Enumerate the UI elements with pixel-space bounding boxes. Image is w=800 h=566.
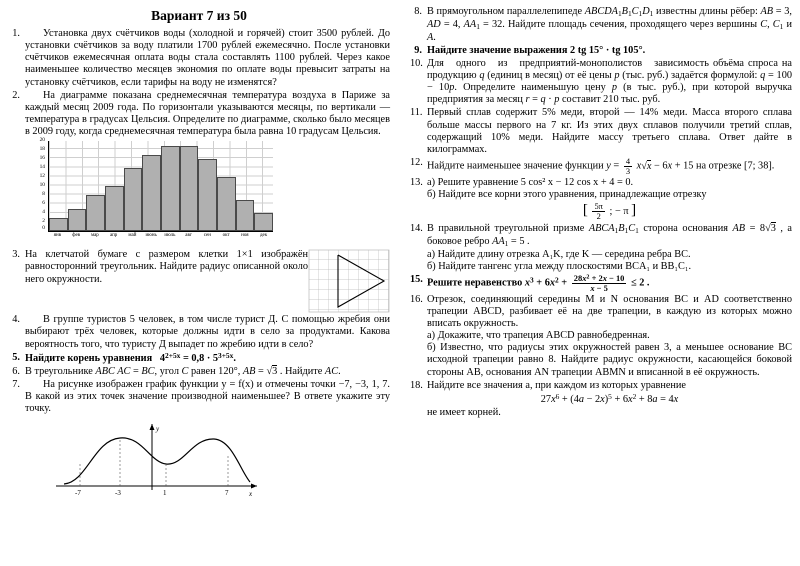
problem-14b: б) Найдите тангенс угла между плоскостями BCA₁ и BB₁C₁.	[427, 260, 692, 272]
problem-5	[8, 352, 390, 365]
x-label: фев	[72, 233, 81, 239]
bar-feb	[68, 209, 87, 232]
equilateral-triangle-figure	[308, 249, 390, 313]
problem-text	[25, 249, 390, 313]
problem-8	[410, 6, 792, 44]
two-column-layout	[8, 6, 792, 566]
problem-13b: б) Найдите все корни этого уравнения, принадлежащие отрезку	[427, 188, 707, 200]
problem-18	[410, 380, 792, 420]
bar-sep	[198, 159, 217, 231]
x-label: янв	[53, 233, 62, 239]
function-graph-svg	[42, 418, 272, 496]
problem-text	[427, 223, 792, 273]
problem-text: На диаграмме показана среднемесячная температура воздуха в Париже за каждый месяц 2009 года. По горизонтали указываются месяцы, по вертикали — температура в градусах Цельсия. Определите по диаграмме, сколько было месяцев в 2009 году, когда среднемесячная температура была равна 10 градусам Цельсия.	[25, 89, 390, 138]
problem-text: Найдите значение выражения 2 tg 15° · tg 105°.	[427, 44, 646, 56]
problem-text-span: Найдите корень уравнения	[25, 352, 153, 364]
temperature-histogram	[28, 137, 390, 246]
problem-16b: б) Известно, что радиусы этих окружностей равен 3, а меньшее основание BC исходной трапеции равно 8. Найдите радиус окружности, касающейся боковой стороны AB, основания AN трапеции ABMN и вписанной в её окружность.	[427, 342, 792, 378]
problem-14	[410, 223, 792, 273]
problem-text	[427, 380, 792, 420]
problem-number: 7.	[12, 379, 20, 391]
problem-13	[410, 177, 792, 222]
bar-apr	[105, 186, 124, 231]
problem-13a: а) Решите уравнение 5 cos² x − 12 cos x + 4 = 0.	[427, 176, 634, 188]
problem-9	[410, 45, 792, 57]
x-label: июль	[164, 233, 176, 239]
bar-jan	[49, 218, 68, 232]
x-label: ноя	[241, 233, 249, 239]
problem-18-intro: Найдите все значения a, при каждом из которых уравнение	[427, 379, 686, 391]
problem-12	[410, 157, 792, 176]
problem-number: 11.	[410, 107, 423, 119]
bar-mar	[86, 195, 105, 231]
x-label: окт	[222, 233, 230, 239]
problem-16a: а) Докажите, что трапеция ABCD равнобедренная.	[427, 330, 650, 342]
x-label: апр	[109, 233, 118, 239]
svg-text:x: x	[249, 489, 253, 496]
problem-15	[410, 274, 792, 293]
problem-7	[8, 379, 390, 415]
problem-text	[427, 177, 792, 222]
fraction-4-3: $\frac{4}{3}$	[625, 156, 631, 176]
bar-nov	[236, 200, 255, 232]
problem-2	[8, 90, 390, 139]
problem-10	[410, 58, 792, 107]
problem-number: 12.	[410, 157, 423, 169]
function-graph-figure	[42, 418, 390, 501]
problem-16-intro: Отрезок, соединяющий середины M и N основания BC и AD соответственно трапеции ABCD, разбивает её на две трапеции, в каждую из которых можно вписать окружность.	[427, 293, 792, 330]
x-label: июнь	[145, 233, 157, 239]
problem-3	[8, 249, 390, 313]
problem-number: 2.	[12, 89, 20, 101]
problem-text: Решите неравенство $x^3 + 6x^2$ + $\frac{28x^2 + 2x - 10}{x - 5}$ ≤ 2 .	[427, 272, 650, 293]
tick-label-neg3: -3	[115, 488, 121, 496]
problem-18-formula: $27x^6 + (4a - 2x)^5 + 6x^2 + 8a = 4x$	[540, 391, 679, 405]
bar-jun	[142, 155, 161, 232]
equation-5: $4^{2+5x} = 0,8 \cdot 5^{3+5x}$.	[154, 350, 236, 364]
problem-6	[8, 366, 390, 378]
problem-16	[410, 294, 792, 379]
problem-text: Первый сплав содержит 5% меди, второй — 14% меди. Масса второго сплава больше массы первого на 7 кг. Из этих двух сплавов получили третий сплав, содержащий 10% меди. Найдите массу третьего сплава. Ответ дайте в килограммах.	[427, 107, 792, 155]
left-column	[8, 6, 400, 566]
problem-number: 3.	[12, 249, 20, 261]
right-column	[400, 6, 792, 566]
problem-number: 8.	[414, 6, 422, 17]
x-label: сен	[203, 233, 211, 239]
problem-number: 5.	[12, 351, 20, 363]
problem-number: 4.	[12, 314, 20, 326]
problem-text: В прямоугольном параллелепипеде $ABCDA_1B_1C_1D_1$ известны длины рёбер: AB = 3, AD = 4, $AA_1 = 32$. Найдите площадь сечения, проходящего через вершины C, $C_1$ и A.	[427, 6, 792, 43]
problem-number: 13.	[410, 176, 423, 188]
problem-text	[25, 352, 390, 365]
problem-text	[427, 294, 792, 379]
problem-text: В треугольнике ABC AC = BC, угол C равен 120°, AB = √3 . Найдите AC.	[25, 365, 341, 377]
bar-oct	[217, 177, 236, 231]
x-label: май	[128, 233, 137, 239]
problem-14a: а) Найдите длину отрезка A₁K, где K — середина ребра BC.	[427, 248, 691, 260]
problem-14-intro: В правильной треугольной призме $ABCA_1B_1C_1$ сторона основания AB = 8√3 , а боковое ребро $AA_1 = 5$ .	[427, 223, 793, 248]
tick-label-7: 7	[225, 488, 229, 496]
problem-number: 18.	[410, 379, 423, 391]
bar-may	[124, 168, 143, 231]
tick-label-1: 1	[163, 488, 167, 496]
problem-1	[8, 28, 390, 89]
x-label: мар	[90, 233, 99, 239]
problem-text: Для одного из предприятий-монополистов зависимость объёма спроса на продукцию q (единиц в месяц) от её цены p (тыс. руб.) задаётся формулой: q = 100 − 10p. Определите наименьшую цену p (в тыс. руб.), при которой выручка предприятия за месяц r = q · p составит 210 тыс. руб.	[427, 57, 792, 106]
problem-18-tail: не имеет корней.	[427, 407, 501, 419]
page-title: Вариант 7 из 50	[151, 8, 247, 23]
y-axis-ticks: 20 18 16 14 12 10 8 6 4 2 0	[39, 137, 45, 232]
problem-text: Установка двух счётчиков воды (холодной и горячей) стоит 3500 рублей. До установки счётчиков за воду платили 1700 рублей ежемесячно. После установки счётчиков ежемесячная оплата воды стала составлять 1100 рублей. Через какое наименьшее количество месяцев экономия по оплате воды превысит затраты на установку счётчиков, если тарифы на воду не изменятся?	[25, 28, 390, 88]
problem-text: В группе туристов 5 человек, в том числе турист Д. С помощью жребия они выбирают трёх человек, которые должны идти в село за продуктами. Какова вероятность того, что туристу Д выпадет по жребию идти в село?	[25, 314, 390, 350]
problem-number: 10.	[410, 57, 423, 69]
x-label: авг	[185, 233, 192, 239]
problem-text: На рисунке изображен график функции y = f(x) и отмечены точки −7, −3, 1, 7. В какой из этих точек значение производной наименьшее? В ответе укажите эту точку.	[25, 379, 390, 415]
bar-jul	[161, 146, 180, 232]
problem-text: Найдите наименьшее значение функции y = $\frac{4}{3}$ x√x − 6x + 15 на отрезке [7; 38].	[427, 156, 775, 176]
problem-number: 16.	[410, 293, 423, 305]
tick-label-neg7: -7	[75, 488, 81, 496]
problem-number: 1.	[12, 28, 20, 39]
problem-11	[410, 107, 792, 156]
problem-13-interval: [ $\frac{5\pi}{2}$ ; − π ]	[582, 201, 637, 222]
problem-text-span: На клетчатой бумаге с размером клетки 1×1 изображён равносторонний треугольник. Найдите радиус описанной около него окружности.	[25, 249, 308, 285]
problem-number: 15.	[410, 273, 423, 285]
bar-series	[49, 141, 273, 231]
problem-4	[8, 314, 390, 350]
bar-aug	[180, 146, 199, 232]
fraction-inequality: $\frac{28x^2 + 2x - 10}{x - 5}$	[573, 272, 625, 293]
x-axis-labels	[48, 233, 273, 246]
problem-number: 14.	[410, 223, 423, 235]
problem-number: 9.	[414, 44, 422, 56]
bar-dec	[254, 213, 273, 231]
svg-text:y: y	[156, 424, 160, 433]
x-label: дек	[260, 233, 268, 239]
problem-number: 6.	[12, 365, 20, 377]
chart-area	[28, 137, 273, 246]
plot-area	[48, 141, 273, 232]
